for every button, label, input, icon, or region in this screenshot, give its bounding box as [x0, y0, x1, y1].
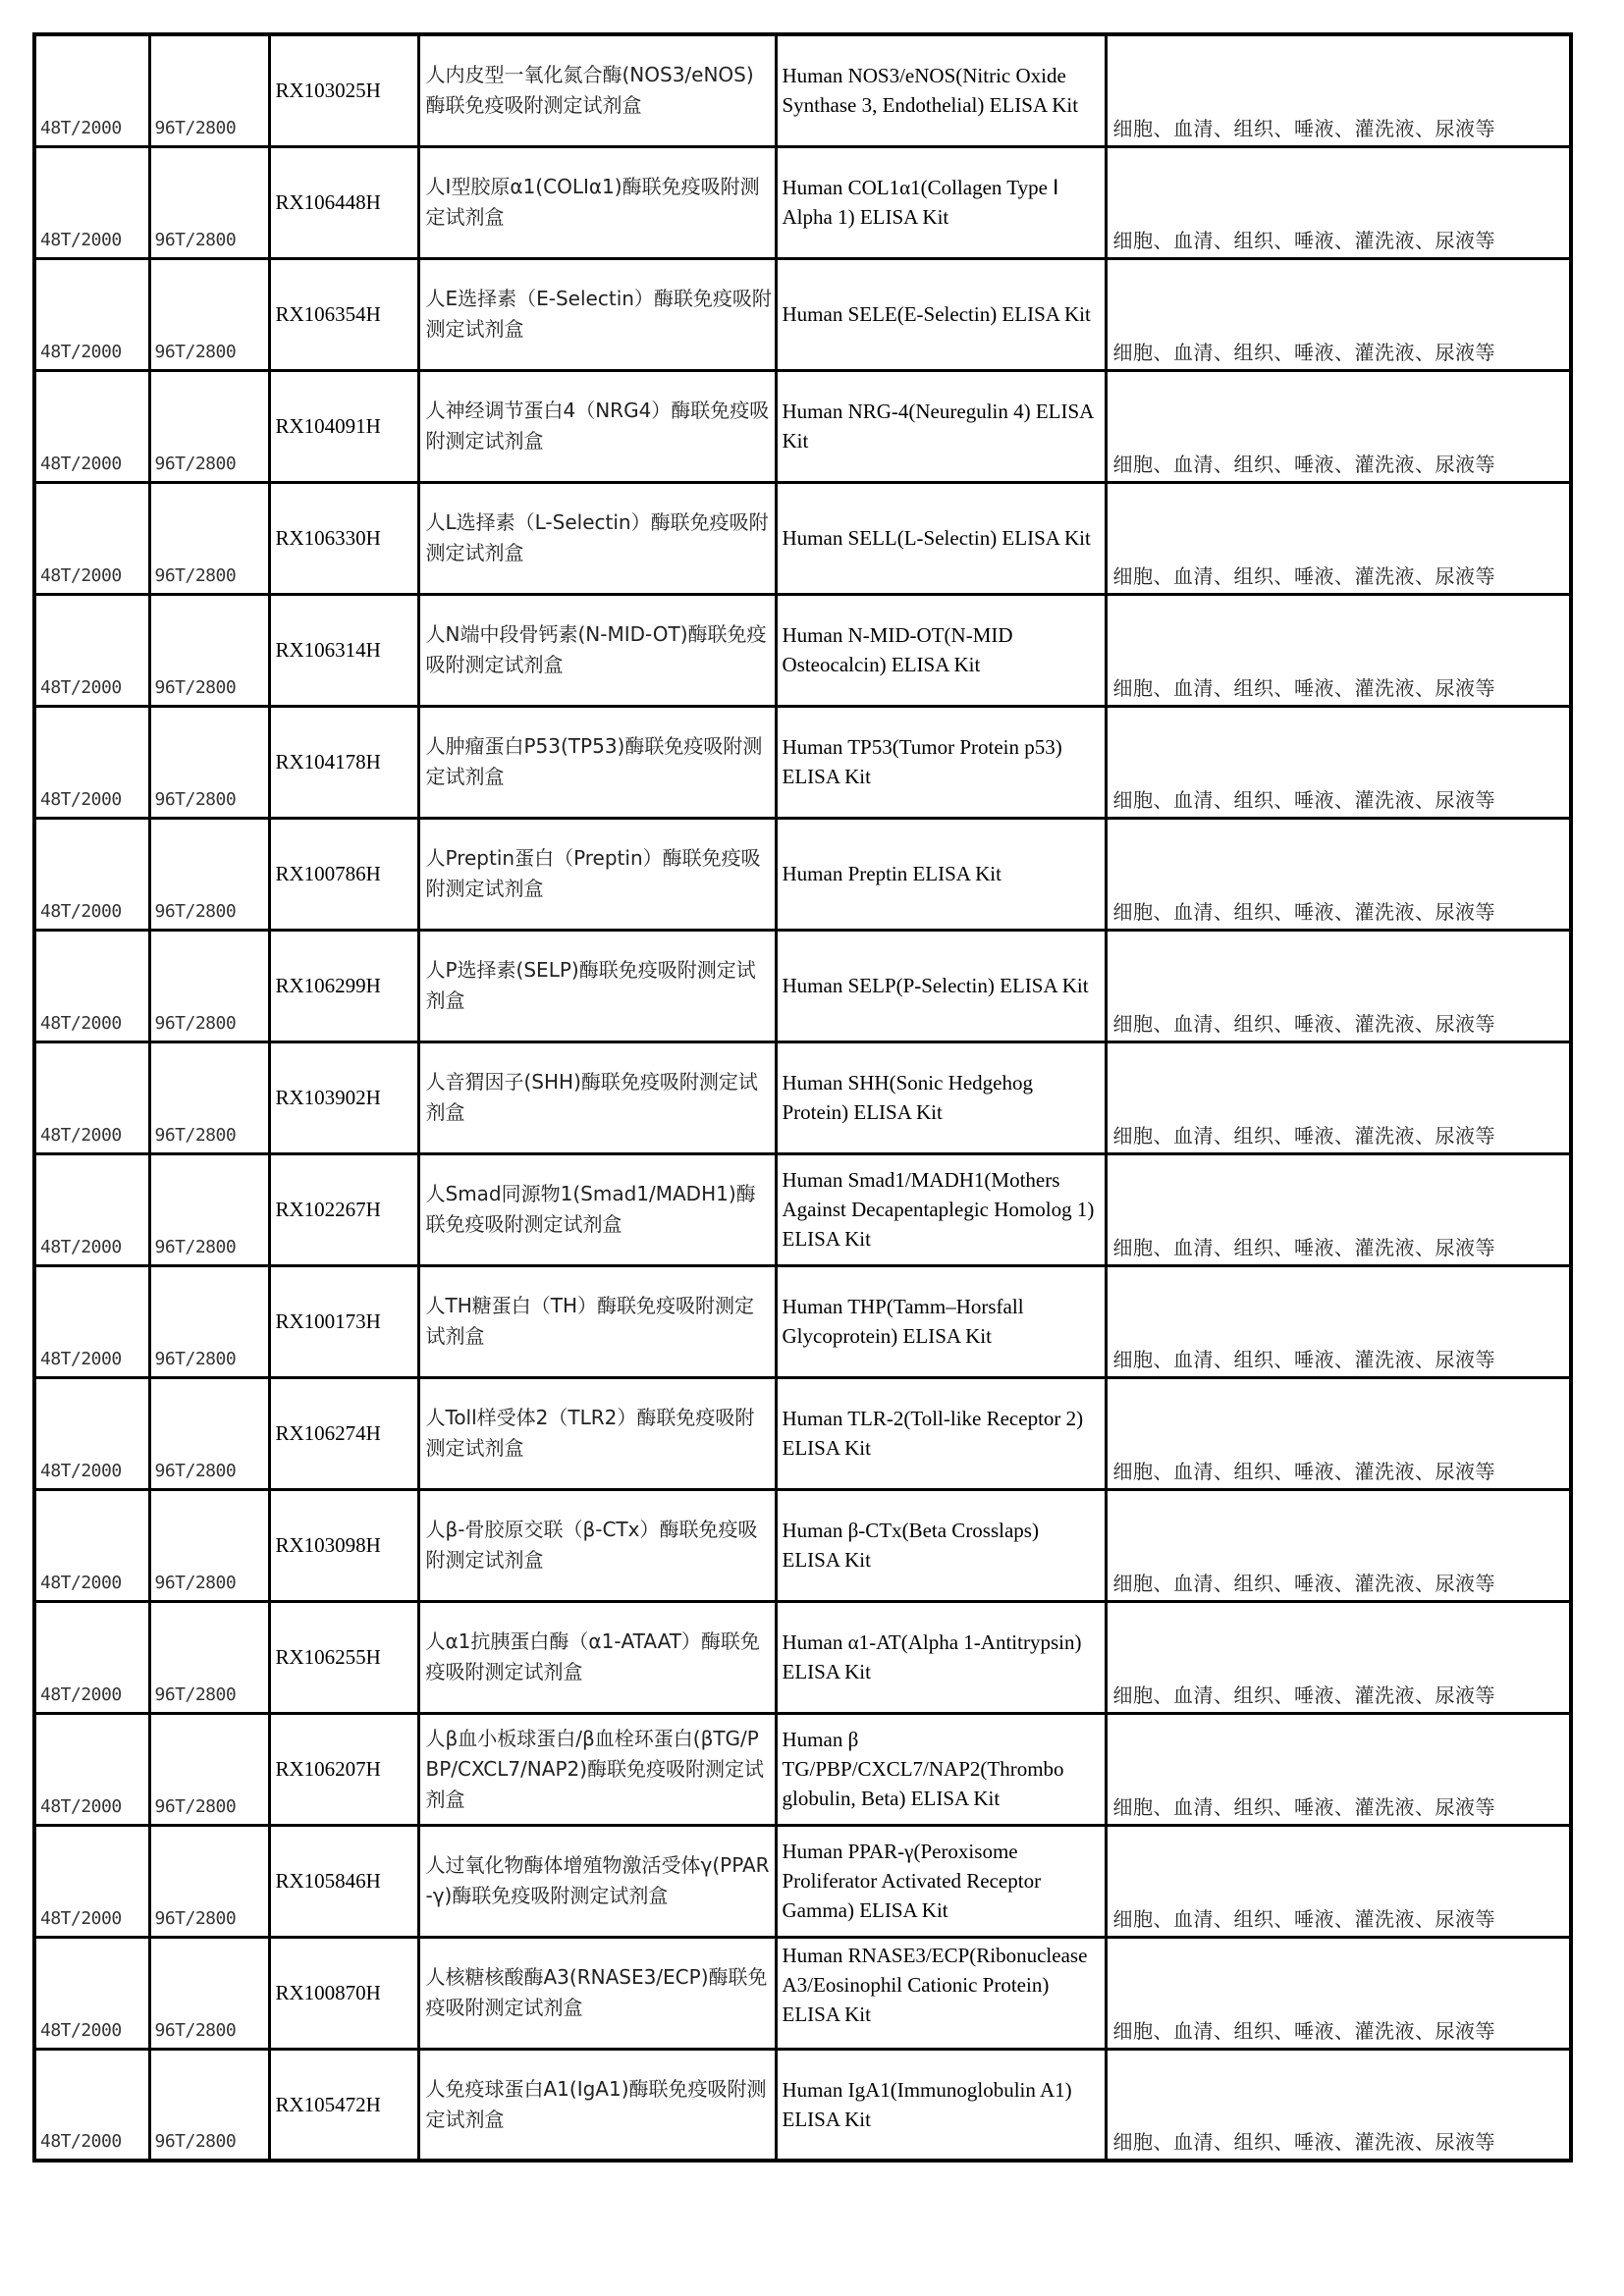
large-pack-price: 96T/2800 [149, 1713, 269, 1825]
sample-types: 细胞、血清、组织、唾液、灌洗液、尿液等 [1106, 1713, 1571, 1825]
large-pack-price: 96T/2800 [149, 146, 269, 258]
chinese-product-name: 人Ⅰ型胶原α1(COLⅠα1)酶联免疫吸附测定试剂盒 [418, 146, 776, 258]
small-pack-price: 48T/2000 [34, 1489, 149, 1601]
table-row [34, 1041, 1571, 1153]
table-row [34, 258, 1571, 370]
english-product-name: Human NOS3/eNOS(Nitric Oxide Synthase 3, Endothelial) ELISA Kit [776, 34, 1106, 146]
chinese-product-name: 人β血小板球蛋白/β血栓环蛋白(βTG/PBP/CXCL7/NAP2)酶联免疫吸附测定试剂盒 [418, 1713, 776, 1825]
small-pack-price: 48T/2000 [34, 594, 149, 706]
catalog-number: RX103902H [269, 1041, 418, 1153]
small-pack-price: 48T/2000 [34, 258, 149, 370]
english-product-name: Human IgA1(Immunoglobulin A1) ELISA Kit [776, 2049, 1106, 2161]
small-pack-price: 48T/2000 [34, 1041, 149, 1153]
chinese-product-name: 人Preptin蛋白（Preptin）酶联免疫吸附测定试剂盒 [418, 818, 776, 930]
catalog-number: RX106314H [269, 594, 418, 706]
large-pack-price: 96T/2800 [149, 930, 269, 1041]
sample-types: 细胞、血清、组织、唾液、灌洗液、尿液等 [1106, 146, 1571, 258]
sample-types: 细胞、血清、组织、唾液、灌洗液、尿液等 [1106, 1489, 1571, 1601]
large-pack-price: 96T/2800 [149, 1377, 269, 1489]
catalog-number: RX106207H [269, 1713, 418, 1825]
chinese-product-name: 人音猬因子(SHH)酶联免疫吸附测定试剂盒 [418, 1041, 776, 1153]
english-product-name: Human Smad1/MADH1(Mothers Against Decapentaplegic Homolog 1) ELISA Kit [776, 1153, 1106, 1265]
small-pack-price: 48T/2000 [34, 370, 149, 482]
small-pack-price: 48T/2000 [34, 146, 149, 258]
table-row [34, 146, 1571, 258]
small-pack-price: 48T/2000 [34, 1377, 149, 1489]
sample-types: 细胞、血清、组织、唾液、灌洗液、尿液等 [1106, 2049, 1571, 2161]
chinese-product-name: 人内皮型一氧化氮合酶(NOS3/eNOS)酶联免疫吸附测定试剂盒 [418, 34, 776, 146]
large-pack-price: 96T/2800 [149, 1489, 269, 1601]
small-pack-price: 48T/2000 [34, 482, 149, 594]
sample-types: 细胞、血清、组织、唾液、灌洗液、尿液等 [1106, 258, 1571, 370]
sample-types: 细胞、血清、组织、唾液、灌洗液、尿液等 [1106, 818, 1571, 930]
large-pack-price: 96T/2800 [149, 370, 269, 482]
large-pack-price: 96T/2800 [149, 1937, 269, 2049]
table-row [34, 1153, 1571, 1265]
chinese-product-name: 人肿瘤蛋白P53(TP53)酶联免疫吸附测定试剂盒 [418, 706, 776, 818]
small-pack-price: 48T/2000 [34, 1265, 149, 1377]
small-pack-price: 48T/2000 [34, 930, 149, 1041]
sample-types: 细胞、血清、组织、唾液、灌洗液、尿液等 [1106, 1041, 1571, 1153]
chinese-product-name: 人核糖核酸酶A3(RNASE3/ECP)酶联免疫吸附测定试剂盒 [418, 1937, 776, 2049]
large-pack-price: 96T/2800 [149, 706, 269, 818]
english-product-name: Human COL1α1(Collagen Type Ⅰ Alpha 1) ELISA Kit [776, 146, 1106, 258]
english-product-name: Human SELE(E-Selectin) ELISA Kit [776, 258, 1106, 370]
catalog-number: RX106354H [269, 258, 418, 370]
chinese-product-name: 人过氧化物酶体增殖物激活受体γ(PPAR-γ)酶联免疫吸附测定试剂盒 [418, 1825, 776, 1937]
english-product-name: Human TP53(Tumor Protein p53) ELISA Kit [776, 706, 1106, 818]
sample-types: 细胞、血清、组织、唾液、灌洗液、尿液等 [1106, 706, 1571, 818]
catalog-number: RX106274H [269, 1377, 418, 1489]
small-pack-price: 48T/2000 [34, 706, 149, 818]
catalog-number: RX102267H [269, 1153, 418, 1265]
table-row [34, 930, 1571, 1041]
large-pack-price: 96T/2800 [149, 1041, 269, 1153]
catalog-number: RX100870H [269, 1937, 418, 2049]
small-pack-price: 48T/2000 [34, 1937, 149, 2049]
sample-types: 细胞、血清、组织、唾液、灌洗液、尿液等 [1106, 1265, 1571, 1377]
small-pack-price: 48T/2000 [34, 34, 149, 146]
english-product-name: Human SELL(L-Selectin) ELISA Kit [776, 482, 1106, 594]
table-row [34, 706, 1571, 818]
english-product-name: Human SELP(P-Selectin) ELISA Kit [776, 930, 1106, 1041]
chinese-product-name: 人免疫球蛋白A1(IgA1)酶联免疫吸附测定试剂盒 [418, 2049, 776, 2161]
sample-types: 细胞、血清、组织、唾液、灌洗液、尿液等 [1106, 370, 1571, 482]
table-row [34, 1825, 1571, 1937]
small-pack-price: 48T/2000 [34, 1601, 149, 1713]
table-row [34, 1265, 1571, 1377]
catalog-number: RX106255H [269, 1601, 418, 1713]
large-pack-price: 96T/2800 [149, 1153, 269, 1265]
english-product-name: Human THP(Tamm–Horsfall Glycoprotein) ELISA Kit [776, 1265, 1106, 1377]
table-row [34, 594, 1571, 706]
table-row [34, 1713, 1571, 1825]
sample-types: 细胞、血清、组织、唾液、灌洗液、尿液等 [1106, 482, 1571, 594]
catalog-number: RX104091H [269, 370, 418, 482]
catalog-number: RX104178H [269, 706, 418, 818]
sample-types: 细胞、血清、组织、唾液、灌洗液、尿液等 [1106, 1825, 1571, 1937]
large-pack-price: 96T/2800 [149, 1825, 269, 1937]
chinese-product-name: 人L选择素（L-Selectin）酶联免疫吸附测定试剂盒 [418, 482, 776, 594]
large-pack-price: 96T/2800 [149, 482, 269, 594]
small-pack-price: 48T/2000 [34, 1153, 149, 1265]
table-row [34, 34, 1571, 146]
table-row [34, 1601, 1571, 1713]
chinese-product-name: 人β-骨胶原交联（β-CTx）酶联免疫吸附测定试剂盒 [418, 1489, 776, 1601]
small-pack-price: 48T/2000 [34, 2049, 149, 2161]
english-product-name: Human SHH(Sonic Hedgehog Protein) ELISA Kit [776, 1041, 1106, 1153]
catalog-number: RX100786H [269, 818, 418, 930]
chinese-product-name: 人TH糖蛋白（TH）酶联免疫吸附测定试剂盒 [418, 1265, 776, 1377]
table-row [34, 370, 1571, 482]
chinese-product-name: 人神经调节蛋白4（NRG4）酶联免疫吸附测定试剂盒 [418, 370, 776, 482]
large-pack-price: 96T/2800 [149, 818, 269, 930]
sample-types: 细胞、血清、组织、唾液、灌洗液、尿液等 [1106, 1153, 1571, 1265]
large-pack-price: 96T/2800 [149, 258, 269, 370]
small-pack-price: 48T/2000 [34, 1713, 149, 1825]
table-row [34, 1377, 1571, 1489]
elisa-kit-product-table [32, 32, 1573, 2163]
table-body [34, 34, 1571, 2161]
chinese-product-name: 人Smad同源物1(Smad1/MADH1)酶联免疫吸附测定试剂盒 [418, 1153, 776, 1265]
sample-types: 细胞、血清、组织、唾液、灌洗液、尿液等 [1106, 930, 1571, 1041]
sample-types: 细胞、血清、组织、唾液、灌洗液、尿液等 [1106, 594, 1571, 706]
sample-types: 细胞、血清、组织、唾液、灌洗液、尿液等 [1106, 1601, 1571, 1713]
catalog-number: RX106299H [269, 930, 418, 1041]
catalog-number: RX103098H [269, 1489, 418, 1601]
large-pack-price: 96T/2800 [149, 1265, 269, 1377]
english-product-name: Human β TG/PBP/CXCL7/NAP2(Thrombo globulin, Beta) ELISA Kit [776, 1713, 1106, 1825]
table-row [34, 1937, 1571, 2049]
catalog-number: RX106330H [269, 482, 418, 594]
catalog-number: RX105472H [269, 2049, 418, 2161]
table-row [34, 818, 1571, 930]
sample-types: 细胞、血清、组织、唾液、灌洗液、尿液等 [1106, 1377, 1571, 1489]
english-product-name: Human PPAR-γ(Peroxisome Proliferator Activated Receptor Gamma) ELISA Kit [776, 1825, 1106, 1937]
large-pack-price: 96T/2800 [149, 1601, 269, 1713]
english-product-name: Human TLR-2(Toll-like Receptor 2) ELISA Kit [776, 1377, 1106, 1489]
chinese-product-name: 人E选择素（E-Selectin）酶联免疫吸附测定试剂盒 [418, 258, 776, 370]
small-pack-price: 48T/2000 [34, 818, 149, 930]
catalog-number: RX105846H [269, 1825, 418, 1937]
small-pack-price: 48T/2000 [34, 1825, 149, 1937]
table-row [34, 1489, 1571, 1601]
chinese-product-name: 人Toll样受体2（TLR2）酶联免疫吸附测定试剂盒 [418, 1377, 776, 1489]
english-product-name: Human N-MID-OT(N-MID Osteocalcin) ELISA Kit [776, 594, 1106, 706]
large-pack-price: 96T/2800 [149, 594, 269, 706]
large-pack-price: 96T/2800 [149, 2049, 269, 2161]
catalog-number: RX103025H [269, 34, 418, 146]
table-row [34, 2049, 1571, 2161]
english-product-name: Human α1-AT(Alpha 1-Antitrypsin) ELISA Kit [776, 1601, 1106, 1713]
catalog-number: RX100173H [269, 1265, 418, 1377]
sample-types: 细胞、血清、组织、唾液、灌洗液、尿液等 [1106, 1937, 1571, 2049]
chinese-product-name: 人P选择素(SELP)酶联免疫吸附测定试剂盒 [418, 930, 776, 1041]
english-product-name: Human RNASE3/ECP(Ribonuclease A3/Eosinophil Cationic Protein) ELISA Kit [776, 1937, 1106, 2049]
english-product-name: Human NRG-4(Neuregulin 4) ELISA Kit [776, 370, 1106, 482]
chinese-product-name: 人N端中段骨钙素(N-MID-OT)酶联免疫吸附测定试剂盒 [418, 594, 776, 706]
english-product-name: Human Preptin ELISA Kit [776, 818, 1106, 930]
chinese-product-name: 人α1抗胰蛋白酶（α1-ATAAT）酶联免疫吸附测定试剂盒 [418, 1601, 776, 1713]
sample-types: 细胞、血清、组织、唾液、灌洗液、尿液等 [1106, 34, 1571, 146]
large-pack-price: 96T/2800 [149, 34, 269, 146]
catalog-number: RX106448H [269, 146, 418, 258]
english-product-name: Human β-CTx(Beta Crosslaps) ELISA Kit [776, 1489, 1106, 1601]
table-row [34, 482, 1571, 594]
